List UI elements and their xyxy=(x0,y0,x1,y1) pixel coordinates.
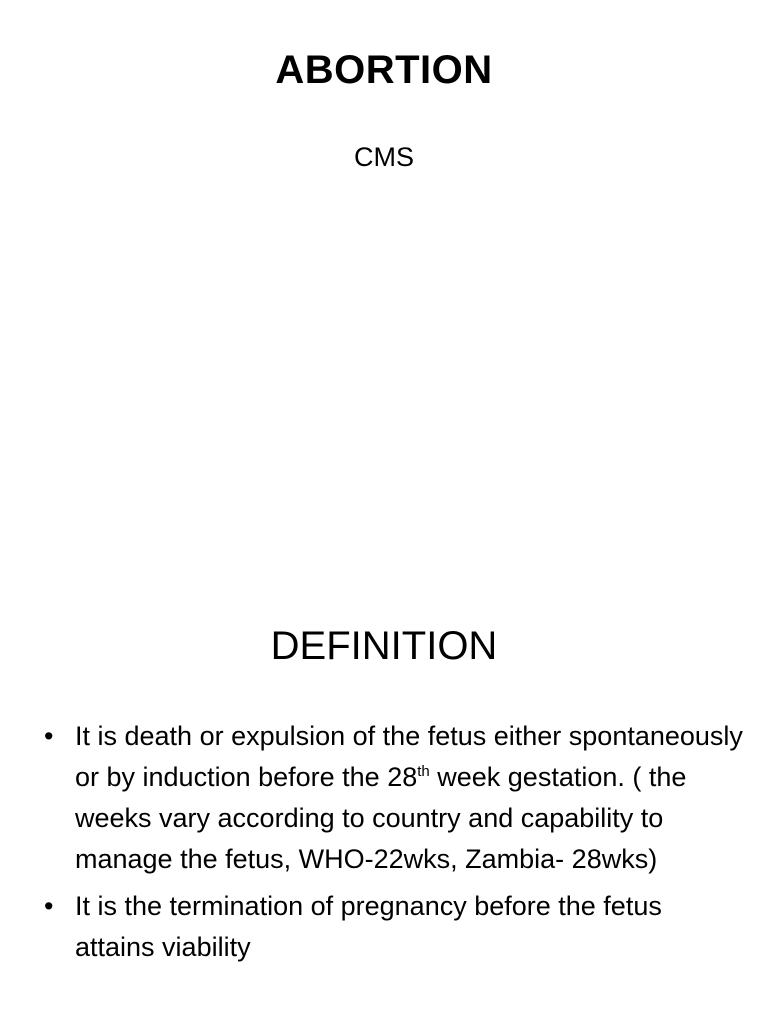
bullet-text: It is the termination of pregnancy before the fetus attains viability xyxy=(75,891,662,962)
bullet-text-part1: It is death or expulsion of the fetus either spontaneously or by induction before the 28 xyxy=(75,721,743,792)
slide-subtitle: CMS xyxy=(354,142,414,172)
definition-title: DEFINITION xyxy=(270,624,498,668)
bullet-dot-icon: • xyxy=(44,721,54,751)
bullet-item xyxy=(44,886,744,968)
bullet-text-part2: week gestation. ( the weeks vary according to country and capability to manage the fetus, WHO-22wks, Zambia- 28wks) xyxy=(75,762,687,874)
bullet-dot-icon: • xyxy=(44,891,54,921)
ordinal-superscript: th xyxy=(417,763,430,780)
definition-bullet-list xyxy=(44,716,744,974)
bullet-item xyxy=(44,716,744,880)
slide-title: ABORTION xyxy=(275,48,493,92)
